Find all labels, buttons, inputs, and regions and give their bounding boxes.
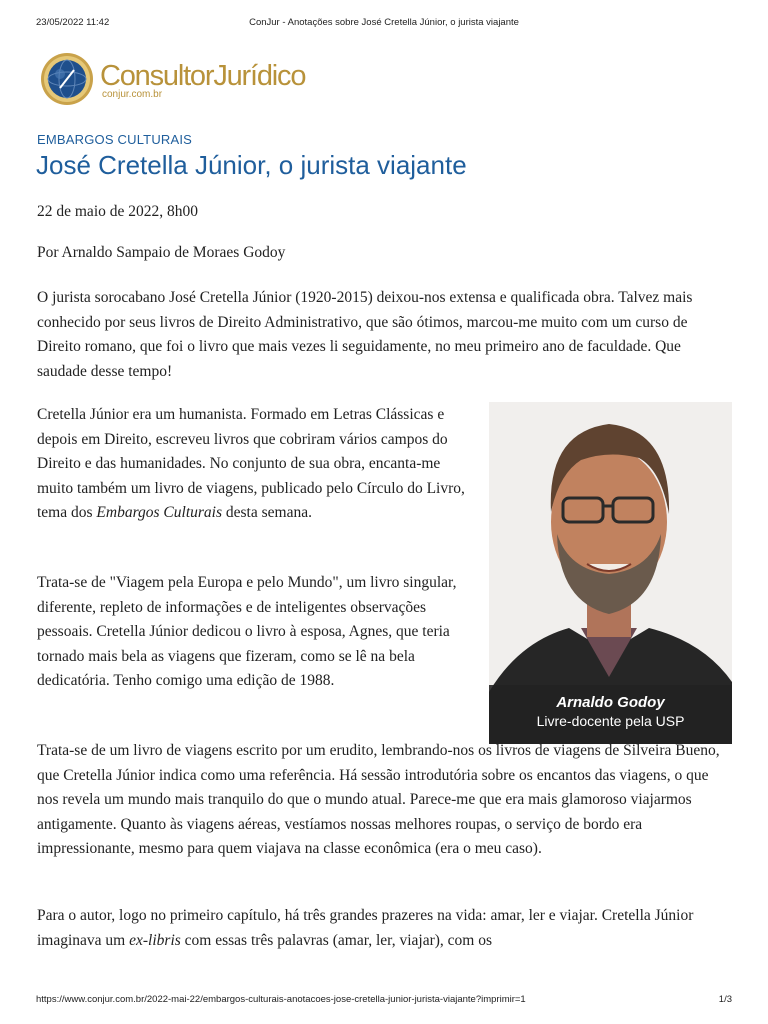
author-caption: [489, 685, 732, 744]
globe-logo-icon: [38, 52, 96, 106]
article-date: 22 de maio de 2022, 8h00: [37, 203, 199, 220]
author-role: Livre-docente pela USP: [536, 713, 685, 729]
print-page-number: 1/3: [718, 994, 732, 1005]
section-label[interactable]: EMBARGOS CULTURAIS: [37, 132, 193, 147]
site-logo[interactable]: [38, 52, 338, 106]
print-page-title: ConJur - Anotações sobre José Cretella Júnior, o jurista viajante: [249, 17, 519, 28]
brand-domain: conjur.com.br: [102, 89, 163, 100]
paragraph-1: O jurista sorocabano José Cretella Júnior (1920-2015) deixou-nos extensa e qualificada obra. Talvez mais conhecido por seus livros de Direito Administrativo, que são ótimos, marcou-me muito com um curso de Direito romano, que foi o livro que mais vezes li seguidamente, no meu primeiro ano de faculdade. Que saudade desse tempo!: [37, 289, 693, 380]
print-datetime: 23/05/2022 11:42: [36, 17, 110, 28]
paragraph-2-emphasis: Embargos Culturais: [96, 504, 223, 521]
paragraph-5-text-a: Para o autor, logo no primeiro capítulo, há três grandes prazeres na vida: amar, ler e viajar. Cretella Júnior imaginava um: [37, 907, 694, 949]
paragraph-5: [37, 904, 731, 953]
paragraph-5-emphasis: ex-libris: [129, 931, 181, 949]
author-photo-card: [489, 402, 732, 744]
paragraph-4: Trata-se de um livro de viagens escrito por um erudito, lembrando-nos os livros de viagens de Silveira Bueno, que Cretella Júnior indica como uma referência. Há sessão introdutória sobre os encantos das viagens, o que nos revela um mundo mais tranquilo do que o mundo atual. Parece-me que era mais glamoroso viajarmos antigamente. Quanto às viagens aéreas, vestíamos nossas melhores roupas, o serviço de bordo era impressionante, mesmo para quem viajava na classe econômica (era o meu caso).: [37, 742, 720, 857]
paragraph-3: Trata-se de "Viagem pela Europa e pelo Mundo", um livro singular, diferente, repleto de informações e de inteligentes observações pessoais. Cretella Júnior dedicou o livro à esposa, Agnes, que teria tornado mais bela as viagens que fizeram, como se lê na bela dedicatória. Tenho comigo uma edição de 1988.: [37, 574, 457, 689]
print-header: [0, 17, 768, 31]
brand-name: ConsultorJurídico: [100, 60, 306, 92]
author-name: Arnaldo Godoy: [556, 694, 665, 711]
paragraph-5-text-b: com essas três palavras (amar, ler, viajar), com os: [180, 931, 492, 949]
paragraph-2-text-b: desta semana.: [222, 504, 312, 521]
print-url: https://www.conjur.com.br/2022-mai-22/embargos-culturais-anotacoes-jose-cretella-junior-jurista-viajante?imprimir=1: [36, 994, 526, 1005]
article-byline: Por Arnaldo Sampaio de Moraes Godoy: [37, 244, 286, 261]
paragraph-2-text-a: Cretella Júnior era um humanista. Formado em Letras Clássicas e depois em Direito, escreveu livros que cobriram vários campos do Direito e das humanidades. No conjunto de sua obra, encanta-me muito também um livro de viagens, publicado pelo Círculo do Livro, tema dos: [37, 406, 465, 521]
paragraph-2: [37, 403, 477, 526]
print-footer: [0, 994, 768, 1008]
article-title: José Cretella Júnior, o jurista viajante: [36, 150, 467, 180]
